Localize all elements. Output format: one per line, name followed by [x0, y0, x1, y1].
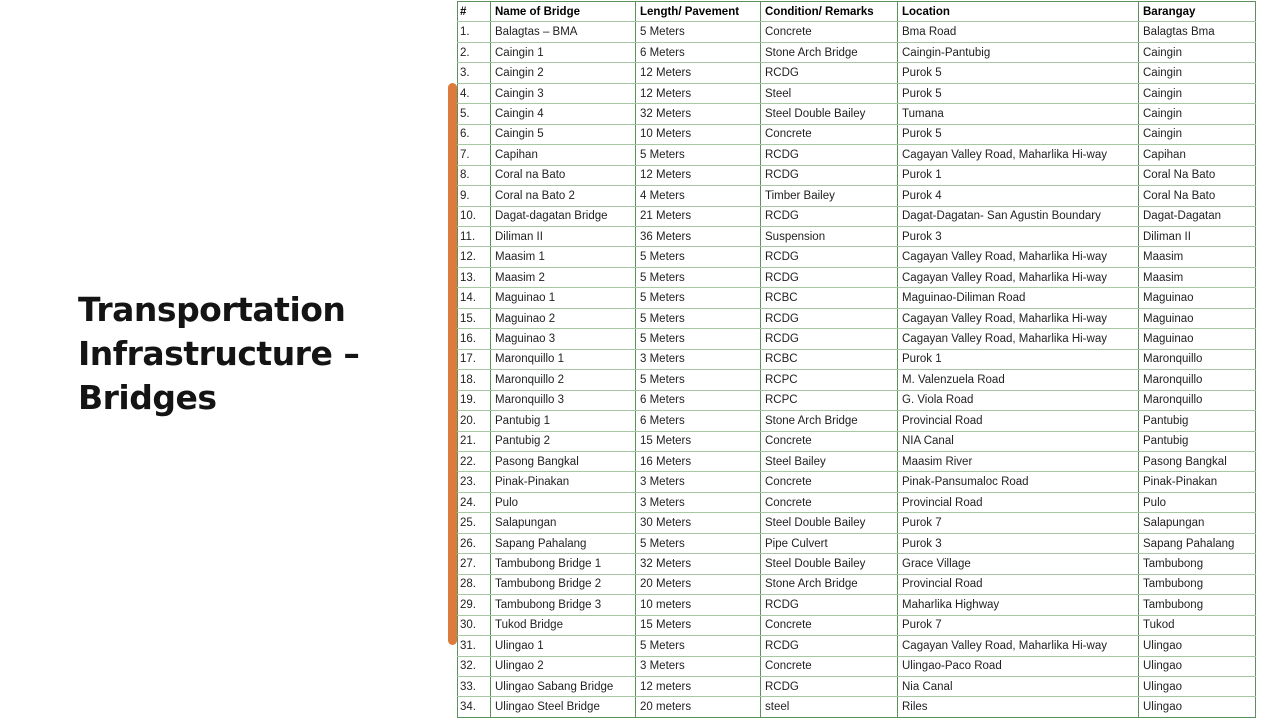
- table-cell: 11.: [457, 227, 490, 246]
- table-cell: RCDG: [760, 309, 897, 328]
- table-cell: 5 Meters: [635, 370, 760, 389]
- table-cell: 36 Meters: [635, 227, 760, 246]
- column-header-barangay: Barangay: [1138, 2, 1256, 21]
- table-cell: Pulo: [1138, 493, 1256, 512]
- table-row: [457, 125, 1256, 145]
- table-cell: Concrete: [760, 125, 897, 144]
- table-cell: 14.: [457, 288, 490, 307]
- table-cell: Tambubong: [1138, 554, 1256, 573]
- table-cell: Tambubong: [1138, 595, 1256, 614]
- bridge-table: [457, 1, 1256, 718]
- table-cell: 22.: [457, 452, 490, 471]
- table-cell: 32 Meters: [635, 554, 760, 573]
- table-row: [457, 636, 1256, 656]
- table-row: [457, 186, 1256, 206]
- table-cell: 12 Meters: [635, 63, 760, 82]
- table-cell: RCBC: [760, 350, 897, 369]
- table-cell: Sapang Pahalang: [490, 534, 635, 553]
- table-cell: 6 Meters: [635, 391, 760, 410]
- table-cell: Maronquillo 3: [490, 391, 635, 410]
- table-cell: 4.: [457, 84, 490, 103]
- column-header-name: Name of Bridge: [490, 2, 635, 21]
- table-cell: Maronquillo: [1138, 370, 1256, 389]
- table-cell: RCDG: [760, 207, 897, 226]
- table-cell: 12.: [457, 247, 490, 266]
- table-cell: Steel Double Bailey: [760, 104, 897, 123]
- table-cell: 15.: [457, 309, 490, 328]
- table-cell: Capihan: [1138, 145, 1256, 164]
- table-row: [457, 247, 1256, 267]
- table-row: [457, 309, 1256, 329]
- table-cell: 12 meters: [635, 677, 760, 696]
- table-cell: Steel Bailey: [760, 452, 897, 471]
- table-cell: Steel Double Bailey: [760, 513, 897, 532]
- table-cell: Maguinao 3: [490, 329, 635, 348]
- table-row: [457, 288, 1256, 308]
- table-cell: Cagayan Valley Road, Maharlika Hi-way: [897, 145, 1138, 164]
- table-cell: 5 Meters: [635, 247, 760, 266]
- table-cell: Ulingao 2: [490, 657, 635, 676]
- table-cell: Tumana: [897, 104, 1138, 123]
- table-cell: Stone Arch Bridge: [760, 411, 897, 430]
- table-cell: Pantubig 2: [490, 432, 635, 451]
- table-cell: Caingin 3: [490, 84, 635, 103]
- table-cell: Caingin: [1138, 104, 1256, 123]
- table-cell: Provincial Road: [897, 411, 1138, 430]
- table-cell: 3 Meters: [635, 350, 760, 369]
- table-cell: Timber Bailey: [760, 186, 897, 205]
- table-row: [457, 370, 1256, 390]
- table-row: [457, 554, 1256, 574]
- table-cell: RCDG: [760, 145, 897, 164]
- table-cell: Ulingao Steel Bridge: [490, 697, 635, 716]
- slide-title: Transportation Infrastructure – Bridges: [78, 290, 360, 417]
- table-cell: Riles: [897, 697, 1138, 716]
- table-cell: 6.: [457, 125, 490, 144]
- table-cell: Caingin: [1138, 125, 1256, 144]
- table-cell: Pulo: [490, 493, 635, 512]
- table-cell: Concrete: [760, 22, 897, 41]
- table-header-row: [457, 2, 1256, 22]
- table-cell: 5 Meters: [635, 329, 760, 348]
- table-cell: Concrete: [760, 616, 897, 635]
- table-cell: Purok 7: [897, 616, 1138, 635]
- table-cell: Pinak-Pinakan: [490, 472, 635, 491]
- table-cell: 18.: [457, 370, 490, 389]
- table-cell: Maguinao: [1138, 309, 1256, 328]
- table-cell: Concrete: [760, 432, 897, 451]
- table-cell: 30.: [457, 616, 490, 635]
- table-cell: 4 Meters: [635, 186, 760, 205]
- table-row: [457, 677, 1256, 697]
- table-cell: 20.: [457, 411, 490, 430]
- table-cell: Salapungan: [490, 513, 635, 532]
- table-cell: NIA Canal: [897, 432, 1138, 451]
- table-cell: 12 Meters: [635, 166, 760, 185]
- table-cell: Purok 1: [897, 350, 1138, 369]
- table-row: [457, 63, 1256, 83]
- table-cell: RCDG: [760, 677, 897, 696]
- table-cell: Maguinao 2: [490, 309, 635, 328]
- column-header-number: #: [457, 2, 490, 21]
- table-cell: Maasim 2: [490, 268, 635, 287]
- table-cell: Salapungan: [1138, 513, 1256, 532]
- table-cell: Pinak-Pinakan: [1138, 472, 1256, 491]
- table-cell: 21 Meters: [635, 207, 760, 226]
- table-cell: Bma Road: [897, 22, 1138, 41]
- table-row: [457, 207, 1256, 227]
- column-header-location: Location: [897, 2, 1138, 21]
- table-row: [457, 697, 1256, 716]
- table-row: [457, 575, 1256, 595]
- table-cell: Maronquillo: [1138, 350, 1256, 369]
- table-cell: Cagayan Valley Road, Maharlika Hi-way: [897, 636, 1138, 655]
- table-cell: steel: [760, 697, 897, 716]
- table-row: [457, 452, 1256, 472]
- table-cell: 3 Meters: [635, 657, 760, 676]
- table-cell: 17.: [457, 350, 490, 369]
- table-cell: Caingin-Pantubig: [897, 43, 1138, 62]
- table-cell: Cagayan Valley Road, Maharlika Hi-way: [897, 268, 1138, 287]
- table-cell: Maronquillo: [1138, 391, 1256, 410]
- table-row: [457, 534, 1256, 554]
- table-cell: 23.: [457, 472, 490, 491]
- table-cell: Caingin: [1138, 84, 1256, 103]
- column-header-length: Length/ Pavement: [635, 2, 760, 21]
- table-cell: Tambubong Bridge 2: [490, 575, 635, 594]
- table-cell: Coral na Bato: [490, 166, 635, 185]
- table-row: [457, 268, 1256, 288]
- table-cell: Pipe Culvert: [760, 534, 897, 553]
- table-cell: Tambubong Bridge 1: [490, 554, 635, 573]
- table-cell: 20 Meters: [635, 575, 760, 594]
- table-cell: Maguinao 1: [490, 288, 635, 307]
- table-cell: Ulingao-Paco Road: [897, 657, 1138, 676]
- table-cell: Dagat-Dagatan: [1138, 207, 1256, 226]
- table-cell: RCDG: [760, 63, 897, 82]
- table-cell: RCDG: [760, 247, 897, 266]
- table-cell: Concrete: [760, 657, 897, 676]
- column-header-condition: Condition/ Remarks: [760, 2, 897, 21]
- table-cell: Purok 3: [897, 227, 1138, 246]
- table-cell: 8.: [457, 166, 490, 185]
- table-cell: 3 Meters: [635, 472, 760, 491]
- table-cell: Grace Village: [897, 554, 1138, 573]
- table-cell: 24.: [457, 493, 490, 512]
- table-cell: 6 Meters: [635, 411, 760, 430]
- table-row: [457, 145, 1256, 165]
- table-cell: 16 Meters: [635, 452, 760, 471]
- table-cell: Caingin 5: [490, 125, 635, 144]
- table-cell: Purok 5: [897, 63, 1138, 82]
- table-cell: Pantubig: [1138, 411, 1256, 430]
- table-row: [457, 595, 1256, 615]
- table-cell: Tukod Bridge: [490, 616, 635, 635]
- table-cell: RCDG: [760, 636, 897, 655]
- table-cell: RCPC: [760, 370, 897, 389]
- table-cell: Maasim 1: [490, 247, 635, 266]
- table-cell: Balagtas Bma: [1138, 22, 1256, 41]
- table-cell: 3 Meters: [635, 493, 760, 512]
- table-cell: Ulingao: [1138, 636, 1256, 655]
- table-cell: 3.: [457, 63, 490, 82]
- table-cell: 2.: [457, 43, 490, 62]
- table-cell: 10.: [457, 207, 490, 226]
- table-cell: Coral Na Bato: [1138, 166, 1256, 185]
- table-row: [457, 227, 1256, 247]
- table-cell: 5 Meters: [635, 288, 760, 307]
- table-cell: 6 Meters: [635, 43, 760, 62]
- table-cell: Pinak-Pansumaloc Road: [897, 472, 1138, 491]
- table-cell: Capihan: [490, 145, 635, 164]
- table-row: [457, 22, 1256, 42]
- table-cell: 25.: [457, 513, 490, 532]
- table-row: [457, 616, 1256, 636]
- table-cell: Cagayan Valley Road, Maharlika Hi-way: [897, 329, 1138, 348]
- table-cell: 13.: [457, 268, 490, 287]
- table-cell: Pasong Bangkal: [1138, 452, 1256, 471]
- table-cell: Ulingao: [1138, 697, 1256, 716]
- table-cell: Maguinao-Diliman Road: [897, 288, 1138, 307]
- table-cell: 29.: [457, 595, 490, 614]
- table-cell: 1.: [457, 22, 490, 41]
- table-cell: Coral Na Bato: [1138, 186, 1256, 205]
- table-cell: Steel Double Bailey: [760, 554, 897, 573]
- table-cell: Maasim River: [897, 452, 1138, 471]
- table-cell: Purok 1: [897, 166, 1138, 185]
- table-cell: Suspension: [760, 227, 897, 246]
- table-cell: Stone Arch Bridge: [760, 575, 897, 594]
- table-cell: Tambubong: [1138, 575, 1256, 594]
- table-cell: M. Valenzuela Road: [897, 370, 1138, 389]
- table-cell: 28.: [457, 575, 490, 594]
- table-row: [457, 493, 1256, 513]
- table-cell: 5 Meters: [635, 22, 760, 41]
- table-cell: 30 Meters: [635, 513, 760, 532]
- table-cell: Caingin 4: [490, 104, 635, 123]
- table-cell: Ulingao: [1138, 657, 1256, 676]
- table-cell: 10 Meters: [635, 125, 760, 144]
- table-cell: Ulingao: [1138, 677, 1256, 696]
- table-cell: Coral na Bato 2: [490, 186, 635, 205]
- table-cell: Tambubong Bridge 3: [490, 595, 635, 614]
- table-row: [457, 329, 1256, 349]
- table-cell: Purok 5: [897, 125, 1138, 144]
- table-cell: 31.: [457, 636, 490, 655]
- table-cell: Dagat-Dagatan- San Agustin Boundary: [897, 207, 1138, 226]
- table-cell: Caingin 2: [490, 63, 635, 82]
- table-cell: Purok 4: [897, 186, 1138, 205]
- table-row: [457, 104, 1256, 124]
- table-cell: 7.: [457, 145, 490, 164]
- table-cell: 26.: [457, 534, 490, 553]
- table-cell: 16.: [457, 329, 490, 348]
- table-cell: Stone Arch Bridge: [760, 43, 897, 62]
- table-cell: 5 Meters: [635, 309, 760, 328]
- table-cell: Sapang Pahalang: [1138, 534, 1256, 553]
- table-cell: RCDG: [760, 268, 897, 287]
- table-row: [457, 513, 1256, 533]
- table-row: [457, 166, 1256, 186]
- table-cell: 5 Meters: [635, 268, 760, 287]
- table-row: [457, 472, 1256, 492]
- table-cell: Diliman II: [490, 227, 635, 246]
- table-cell: Steel: [760, 84, 897, 103]
- table-row: [457, 84, 1256, 104]
- table-row: [457, 657, 1256, 677]
- table-cell: Maguinao: [1138, 288, 1256, 307]
- table-row: [457, 411, 1256, 431]
- table-cell: Cagayan Valley Road, Maharlika Hi-way: [897, 247, 1138, 266]
- table-cell: RCDG: [760, 595, 897, 614]
- table-cell: 9.: [457, 186, 490, 205]
- accent-bar: [448, 83, 457, 645]
- table-cell: 5 Meters: [635, 636, 760, 655]
- table-cell: 19.: [457, 391, 490, 410]
- table-cell: 15 Meters: [635, 616, 760, 635]
- table-cell: Maronquillo 1: [490, 350, 635, 369]
- table-cell: Caingin: [1138, 63, 1256, 82]
- table-cell: Ulingao 1: [490, 636, 635, 655]
- table-cell: Concrete: [760, 472, 897, 491]
- table-cell: 27.: [457, 554, 490, 573]
- table-cell: Diliman II: [1138, 227, 1256, 246]
- table-cell: Pantubig: [1138, 432, 1256, 451]
- table-cell: RCDG: [760, 166, 897, 185]
- table-cell: 5 Meters: [635, 534, 760, 553]
- table-cell: 10 meters: [635, 595, 760, 614]
- table-cell: 12 Meters: [635, 84, 760, 103]
- table-cell: Purok 3: [897, 534, 1138, 553]
- table-cell: RCBC: [760, 288, 897, 307]
- table-cell: Caingin: [1138, 43, 1256, 62]
- table-cell: 32.: [457, 657, 490, 676]
- table-cell: Cagayan Valley Road, Maharlika Hi-way: [897, 309, 1138, 328]
- table-cell: Maasim: [1138, 247, 1256, 266]
- table-cell: 33.: [457, 677, 490, 696]
- table-cell: Maronquillo 2: [490, 370, 635, 389]
- table-cell: Pasong Bangkal: [490, 452, 635, 471]
- table-row: [457, 350, 1256, 370]
- table-cell: RCPC: [760, 391, 897, 410]
- table-row: [457, 391, 1256, 411]
- table-cell: Tukod: [1138, 616, 1256, 635]
- table-cell: RCDG: [760, 329, 897, 348]
- table-row: [457, 432, 1256, 452]
- table-cell: Purok 7: [897, 513, 1138, 532]
- table-cell: Pantubig 1: [490, 411, 635, 430]
- table-cell: G. Viola Road: [897, 391, 1138, 410]
- table-cell: 34.: [457, 697, 490, 716]
- table-cell: Provincial Road: [897, 575, 1138, 594]
- table-cell: Ulingao Sabang Bridge: [490, 677, 635, 696]
- table-cell: Caingin 1: [490, 43, 635, 62]
- table-cell: Maguinao: [1138, 329, 1256, 348]
- table-cell: Balagtas – BMA: [490, 22, 635, 41]
- table-cell: Maasim: [1138, 268, 1256, 287]
- table-cell: 15 Meters: [635, 432, 760, 451]
- table-cell: 21.: [457, 432, 490, 451]
- table-row: [457, 43, 1256, 63]
- table-cell: 32 Meters: [635, 104, 760, 123]
- table-cell: Dagat-dagatan Bridge: [490, 207, 635, 226]
- table-cell: Provincial Road: [897, 493, 1138, 512]
- table-cell: Maharlika Highway: [897, 595, 1138, 614]
- table-cell: Concrete: [760, 493, 897, 512]
- table-cell: 5 Meters: [635, 145, 760, 164]
- table-cell: Purok 5: [897, 84, 1138, 103]
- table-cell: 5.: [457, 104, 490, 123]
- table-cell: 20 meters: [635, 697, 760, 716]
- table-cell: Nia Canal: [897, 677, 1138, 696]
